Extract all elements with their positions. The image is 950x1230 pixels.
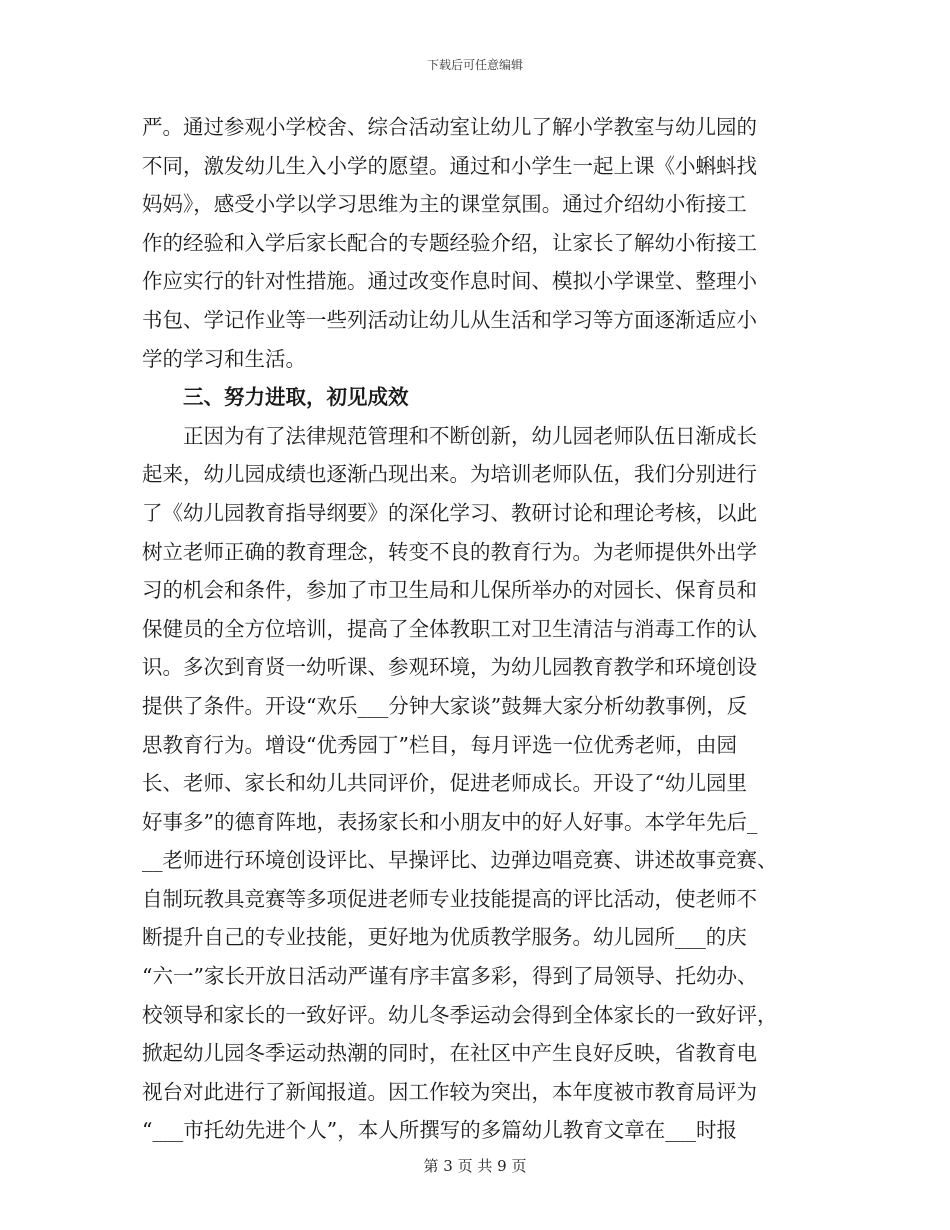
- text-line: 学的学习和生活。: [142, 346, 306, 371]
- text-line: 妈妈》，感受小学以学习思维为主的课堂氛围。通过介绍幼小衔接工: [142, 192, 747, 217]
- text-line: 掀起幼儿园冬季运动热潮的同时，在社区中产生良好反映，省教育电: [142, 1041, 757, 1066]
- text-line: 校领导和家长的一致好评。幼儿冬季运动会得到全体家长的一致好评，: [142, 1002, 778, 1027]
- text-line: 识。多次到育贤一幼听课、参观环境，为幼儿园教育教学和环境创设: [142, 655, 757, 680]
- section-heading: 三、努力进取，初见成效: [142, 385, 409, 410]
- text-line: __老师进行环境创设评比、早操评比、边弹边唱竞赛、讲述故事竞赛、: [142, 848, 778, 873]
- text-line: 正因为有了法律规范管理和不断创新，幼儿园老师队伍日渐成长: [142, 423, 757, 448]
- text-line: 好事多”的德育阵地，表扬家长和小朋友中的好人好事。本学年先后_: [142, 809, 758, 834]
- text-line: “六一”家长开放日活动严谨有序丰富多彩，得到了局领导、托幼办、: [142, 964, 758, 989]
- page-footer: 第 3 页 共 9 页: [423, 1157, 527, 1175]
- text-line: 严。通过参观小学校舍、综合活动室让幼儿了解小学教室与幼儿园的: [142, 115, 757, 139]
- text-line: 长、老师、家长和幼儿共同评价，促进老师成长。开设了“幼儿园里: [142, 771, 747, 796]
- text-line: 树立老师正确的教育理念，转变不良的教育行为。为老师提供外出学: [142, 539, 757, 564]
- page-header: 下载后可任意编辑: [426, 58, 523, 72]
- document-body: [142, 108, 802, 1150]
- text-line: 作应实行的针对性措施。通过改变作息时间、模拟小学课堂、整理小: [142, 269, 757, 294]
- text-line: 提供了条件。开设“欢乐___分钟大家谈”鼓舞大家分析幼教事例，反: [142, 693, 748, 718]
- text-line: 不同，激发幼儿生入小学的愿望。通过和小学生一起上课《小蝌蚪找: [142, 153, 757, 178]
- text-line: 书包、学记作业等一些列活动让幼儿从生活和学习等方面逐渐适应小: [142, 307, 757, 332]
- text-line: 思教育行为。增设“优秀园丁”栏目，每月评选一位优秀老师，由园: [142, 732, 737, 757]
- text-line: 视台对此进行了新闻报道。因工作较为突出，本年度被市教育局评为: [142, 1079, 757, 1104]
- text-line: 断提升自己的专业技能，更好地为优质教学服务。幼儿园所___的庆: [142, 925, 747, 950]
- text-line: “___市托幼先进个人”，本人所撰写的多篇幼儿教育文章在___时报: [142, 1118, 737, 1143]
- text-line: 保健员的全方位培训，提高了全体教职工对卫生清洁与消毒工作的认: [142, 616, 757, 641]
- text-line: 自制玩教具竞赛等多项促进老师专业技能提高的评比活动，使老师不: [142, 886, 757, 911]
- text-line: 作的经验和入学后家长配合的专题经验介绍，让家长了解幼小衔接工: [142, 230, 757, 255]
- text-line: 起来，幼儿园成绩也逐渐凸现出来。为培训老师队伍，我们分别进行: [142, 462, 757, 487]
- text-line: 了《幼儿园教育指导纲要》的深化学习、教研讨论和理论考核，以此: [142, 500, 757, 525]
- text-line: 习的机会和条件，参加了市卫生局和儿保所举办的对园长、保育员和: [142, 578, 757, 603]
